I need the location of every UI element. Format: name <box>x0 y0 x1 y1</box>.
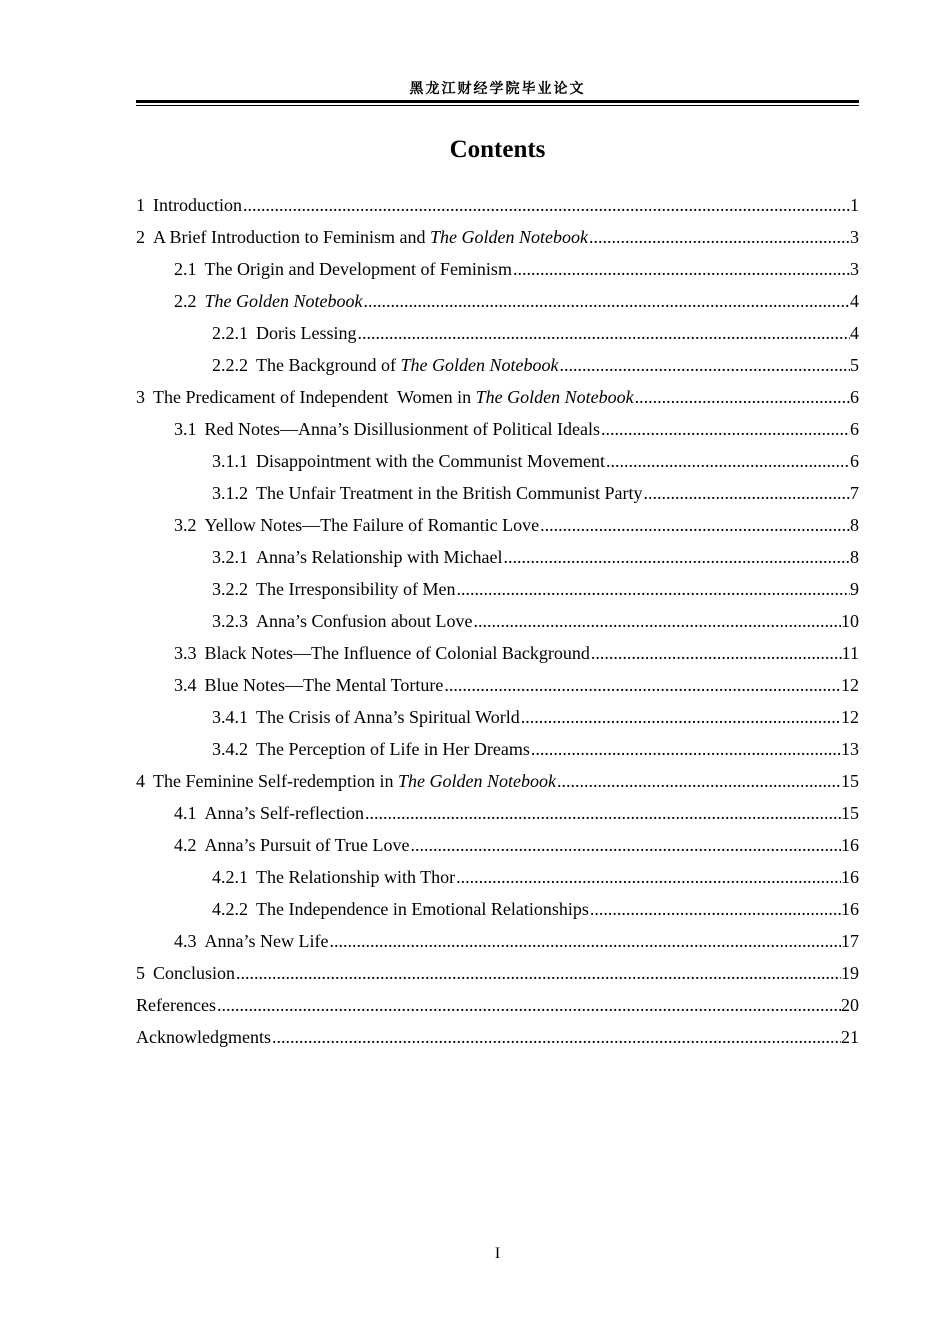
toc-entry-title-text: The Origin and Development of Feminism <box>204 259 512 279</box>
toc-entry-title-text: Doris Lessing <box>256 323 357 343</box>
toc-entry-title <box>205 832 410 858</box>
toc-entry-title-italic: The Golden Notebook <box>204 291 363 311</box>
toc-entry-number: 4.2.1 <box>212 867 248 887</box>
toc-leader-dots <box>217 992 841 1018</box>
toc-entry-title <box>205 512 540 538</box>
toc-entry-page: 20 <box>841 995 859 1015</box>
toc-entry-title-text: The Irresponsibility of Men <box>256 579 456 599</box>
toc-entry[interactable] <box>136 672 859 704</box>
toc-leader-dots <box>531 736 841 762</box>
toc-entry-title-text: Anna’s New Life <box>204 931 329 951</box>
toc-entry-title <box>256 448 605 474</box>
toc-entry-number: 2.1 <box>174 259 197 279</box>
toc-entry-page: 7 <box>850 483 859 503</box>
toc-entry-title-text: Red Notes—Anna’s Disillusionment of Political Ideals <box>204 419 600 439</box>
toc-entry[interactable] <box>136 864 859 896</box>
toc-entry-title <box>153 384 634 410</box>
toc-leader-dots <box>503 544 850 570</box>
toc-entry[interactable] <box>136 960 859 992</box>
toc-entry-title-text: Introduction <box>153 195 242 215</box>
toc-entry-page: 21 <box>841 1027 859 1047</box>
toc-entry-title <box>205 800 364 826</box>
toc-entry[interactable] <box>136 768 859 800</box>
toc-entry-page: 12 <box>841 707 859 727</box>
toc-entry-title-text: Blue Notes—The Mental Torture <box>204 675 444 695</box>
toc-entry-page: 11 <box>841 643 859 663</box>
table-of-contents <box>136 192 859 1056</box>
toc-entry[interactable] <box>136 288 859 320</box>
toc-entry-number: 3.3 <box>174 643 197 663</box>
toc-entry-title <box>153 960 235 986</box>
toc-entry-page: 8 <box>850 515 859 535</box>
toc-entry-number: 2.2.2 <box>212 355 248 375</box>
toc-entry[interactable] <box>136 576 859 608</box>
toc-entry-page: 8 <box>850 547 859 567</box>
toc-entry-number: 4 <box>136 771 145 791</box>
toc-entry-title-text: The Predicament of Independent Women in <box>153 387 476 407</box>
toc-entry[interactable] <box>136 1024 859 1056</box>
toc-entry-number: 2.2 <box>174 291 197 311</box>
toc-entry-page: 6 <box>850 387 859 407</box>
toc-entry-title <box>153 192 242 218</box>
toc-leader-dots <box>513 256 850 282</box>
toc-entry-page: 15 <box>841 771 859 791</box>
toc-leader-dots <box>521 704 841 730</box>
toc-entry-title-text: The Unfair Treatment in the British Communist Party <box>256 483 643 503</box>
toc-entry-page: 16 <box>841 899 859 919</box>
toc-entry-number: 3.1.1 <box>212 451 248 471</box>
toc-leader-dots <box>272 1024 841 1050</box>
toc-leader-dots <box>591 640 842 666</box>
toc-entry-number: 3 <box>136 387 145 407</box>
header-rule-thick <box>136 100 859 103</box>
toc-entry-page: 17 <box>841 931 859 951</box>
toc-entry-title <box>256 864 455 890</box>
toc-entry-title <box>153 224 588 250</box>
toc-entry-title <box>256 736 530 762</box>
toc-leader-dots <box>589 224 850 250</box>
toc-leader-dots <box>358 320 851 346</box>
toc-entry[interactable] <box>136 512 859 544</box>
toc-entry-title-italic: The Golden Notebook <box>397 771 556 791</box>
toc-entry-page: 6 <box>850 451 859 471</box>
toc-entry-page: 4 <box>850 291 859 311</box>
toc-entry-number: 3.2.2 <box>212 579 248 599</box>
toc-entry-number: 3.2.3 <box>212 611 248 631</box>
toc-entry-page: 13 <box>841 739 859 759</box>
toc-entry-title-text: The Feminine Self-redemption in <box>153 771 398 791</box>
toc-leader-dots <box>557 768 841 794</box>
toc-entry-title-text: Yellow Notes—The Failure of Romantic Love <box>204 515 540 535</box>
toc-entry-page: 9 <box>850 579 859 599</box>
toc-entry-title-text: The Crisis of Anna’s Spiritual World <box>256 707 520 727</box>
toc-entry-page: 1 <box>850 195 859 215</box>
toc-entry[interactable] <box>136 736 859 768</box>
toc-entry-title-text: Acknowledgments <box>136 1027 271 1047</box>
toc-entry-title-italic: The Golden Notebook <box>429 227 588 247</box>
toc-leader-dots <box>540 512 850 538</box>
toc-leader-dots <box>444 672 841 698</box>
toc-entry-title-text: Anna’s Confusion about Love <box>256 611 473 631</box>
toc-entry-page: 16 <box>841 835 859 855</box>
toc-entry-title <box>256 352 558 378</box>
toc-entry-page: 15 <box>841 803 859 823</box>
toc-entry-page: 10 <box>841 611 859 631</box>
toc-leader-dots <box>411 832 841 858</box>
toc-entry-number: 4.2 <box>174 835 197 855</box>
toc-entry[interactable] <box>136 640 859 672</box>
toc-entry-title-italic: The Golden Notebook <box>475 387 634 407</box>
toc-entry-page: 4 <box>850 323 859 343</box>
toc-entry-number: 4.2.2 <box>212 899 248 919</box>
toc-entry-number: 2.2.1 <box>212 323 248 343</box>
toc-entry-title <box>205 256 512 282</box>
toc-entry[interactable] <box>136 896 859 928</box>
toc-entry-title <box>256 480 642 506</box>
toc-entry-title <box>256 320 357 346</box>
toc-leader-dots <box>643 480 850 506</box>
toc-leader-dots <box>329 928 841 954</box>
toc-leader-dots <box>590 896 841 922</box>
toc-entry[interactable] <box>136 320 859 352</box>
toc-entry-page: 12 <box>841 675 859 695</box>
toc-entry[interactable] <box>136 832 859 864</box>
toc-entry-title-text: Disappointment with the Communist Movement <box>256 451 605 471</box>
toc-entry-title <box>256 576 455 602</box>
toc-entry-number: 2 <box>136 227 145 247</box>
header-rule-thin <box>136 105 859 106</box>
toc-leader-dots <box>363 288 850 314</box>
toc-leader-dots <box>473 608 841 634</box>
toc-entry[interactable] <box>136 192 859 224</box>
toc-leader-dots <box>456 864 841 890</box>
toc-entry-title-text: Anna’s Pursuit of True Love <box>204 835 410 855</box>
toc-entry[interactable] <box>136 544 859 576</box>
toc-entry-page: 16 <box>841 867 859 887</box>
toc-leader-dots <box>606 448 850 474</box>
toc-entry-number: 4.3 <box>174 931 197 951</box>
toc-entry[interactable] <box>136 256 859 288</box>
toc-entry-number: 3.1.2 <box>212 483 248 503</box>
toc-leader-dots <box>601 416 850 442</box>
toc-entry-title-text: The Perception of Life in Her Dreams <box>256 739 530 759</box>
toc-entry-number: 3.2.1 <box>212 547 248 567</box>
toc-entry-page: 3 <box>850 227 859 247</box>
toc-entry-title <box>153 768 556 794</box>
toc-entry[interactable] <box>136 384 859 416</box>
toc-entry[interactable] <box>136 448 859 480</box>
toc-leader-dots <box>559 352 850 378</box>
toc-entry-page: 3 <box>850 259 859 279</box>
toc-entry-title-text: Conclusion <box>153 963 236 983</box>
toc-entry[interactable] <box>136 480 859 512</box>
toc-entry-number: 3.4 <box>174 675 197 695</box>
toc-entry-number: 1 <box>136 195 145 215</box>
toc-entry-title-text: Black Notes—The Influence of Colonial Background <box>204 643 590 663</box>
toc-leader-dots <box>456 576 850 602</box>
toc-entry-title <box>136 1024 271 1050</box>
toc-leader-dots <box>243 192 850 218</box>
toc-entry-title <box>205 416 600 442</box>
toc-entry-title <box>205 288 363 314</box>
toc-entry[interactable] <box>136 608 859 640</box>
toc-entry-title-text: A Brief Introduction to Feminism and <box>153 227 430 247</box>
toc-entry-page: 19 <box>841 963 859 983</box>
toc-entry[interactable] <box>136 800 859 832</box>
toc-entry[interactable] <box>136 416 859 448</box>
toc-entry-title-text: Anna’s Self-reflection <box>204 803 364 823</box>
toc-leader-dots <box>365 800 841 826</box>
toc-leader-dots <box>236 960 841 986</box>
toc-entry[interactable] <box>136 928 859 960</box>
toc-entry[interactable] <box>136 352 859 384</box>
toc-entry-title-text: The Background of <box>256 355 401 375</box>
toc-entry-title-text: The Relationship with Thor <box>256 867 456 887</box>
toc-entry-title <box>256 704 520 730</box>
toc-entry-page: 6 <box>850 419 859 439</box>
page-title: Contents <box>449 136 546 163</box>
page-number: I <box>494 1245 501 1262</box>
toc-entry-title-italic: The Golden Notebook <box>400 355 559 375</box>
toc-entry-number: 5 <box>136 963 145 983</box>
toc-entry-number: 3.4.1 <box>212 707 248 727</box>
toc-entry-title-text: The Independence in Emotional Relationships <box>256 899 589 919</box>
toc-entry[interactable] <box>136 704 859 736</box>
toc-entry-title <box>205 672 444 698</box>
toc-entry-title <box>205 928 329 954</box>
toc-entry-number: 4.1 <box>174 803 197 823</box>
toc-entry-title <box>256 544 502 570</box>
toc-entry-title <box>205 640 590 666</box>
toc-entry-title-text: Anna’s Relationship with Michael <box>256 547 503 567</box>
toc-entry-title-text: References <box>136 995 216 1015</box>
toc-entry-title <box>136 992 216 1018</box>
toc-entry[interactable] <box>136 992 859 1024</box>
running-header: 黑龙江财经学院毕业论文 <box>409 81 586 97</box>
toc-entry-title <box>256 896 589 922</box>
toc-entry[interactable] <box>136 224 859 256</box>
toc-leader-dots <box>635 384 850 410</box>
toc-entry-number: 3.1 <box>174 419 197 439</box>
toc-entry-title <box>256 608 472 634</box>
toc-entry-number: 3.4.2 <box>212 739 248 759</box>
toc-entry-page: 5 <box>850 355 859 375</box>
toc-entry-number: 3.2 <box>174 515 197 535</box>
